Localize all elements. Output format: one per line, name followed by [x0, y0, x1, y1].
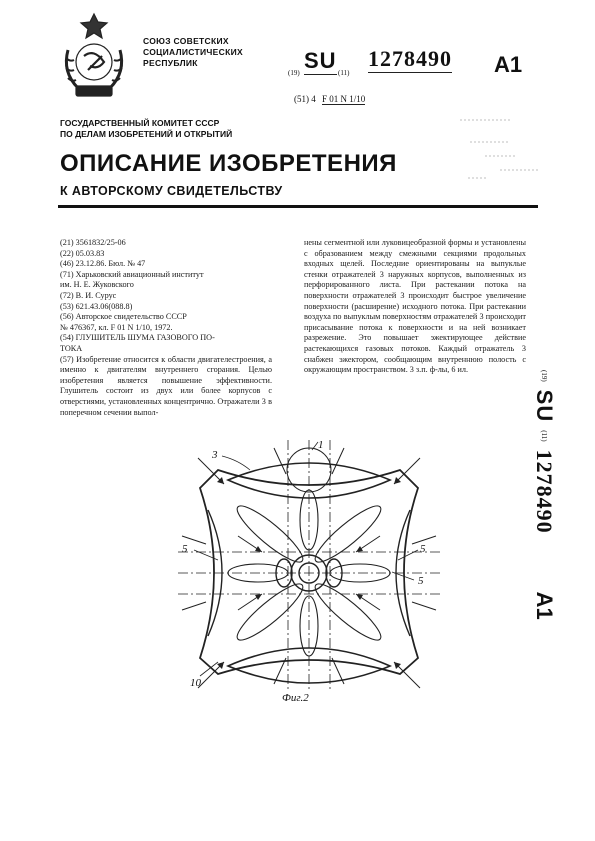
biblio-line: (22) 05.03.83: [60, 248, 105, 258]
document-title: ОПИСАНИЕ ИЗОБРЕТЕНИЯ: [60, 150, 397, 177]
abstract-part-2: нены сегментной или луковицеобразной формы и установлены с образованием между смежными секциями продольных входных щелей. Последние ориентированы на выпуклые стенки отражателей 3 наружных корпусов, выполненных из перфорированного листа. При растекании потока на поверхности отражателей 3 происходит быстрое увеличение поверхности (расширение) исходного потока. При растекании воздуха по выпуклым поверхностям отражателей 3 происходит присасывание потока к поверхности и на ней возникает разрежение. Это повышает эжектирующее действие растекающихся газовых потоков. Каждый отражатель 3 снабжен эжектором, сообщающим внутреннюю полость с окружающим пространством. 3 з.п. ф-лы, 6 ил.: [304, 238, 526, 375]
silencer-drawing: [178, 440, 440, 690]
figure-2: [178, 440, 440, 690]
committee-line: ГОСУДАРСТВЕННЫЙ КОМИТЕТ СССР: [60, 118, 220, 128]
biblio-line: (54) ГЛУШИТЕЛЬ ШУМА ГАЗОВОГО ПО-: [60, 333, 215, 343]
title-rule: [58, 205, 538, 208]
ipc-prefix: (51) 4: [294, 94, 316, 104]
patent-number: 1278490: [368, 46, 452, 71]
union-line: РЕСПУБЛИК: [143, 58, 198, 68]
biblio-line: ТОКА: [60, 343, 83, 353]
biblio-line: (72) В. И. Сурус: [60, 290, 117, 300]
label-3: 3: [212, 449, 218, 461]
document-subtitle: К АВТОРСКОМУ СВИДЕТЕЛЬСТВУ: [60, 184, 283, 198]
side-number: 1278490: [532, 449, 557, 534]
kind-code: A1: [494, 52, 523, 77]
side-country: SU: [532, 389, 557, 423]
side-patent-number: [532, 370, 556, 670]
union-line: СОЦИАЛИСТИЧЕСКИХ: [143, 47, 243, 57]
label-1: 1: [318, 440, 324, 451]
biblio-line: (53) 621.43.06(088.8): [60, 301, 133, 311]
bibliographic-data: [60, 238, 272, 355]
committee-line: ПО ДЕЛАМ ИЗОБРЕТЕНИЙ И ОТКРЫТИЙ: [60, 129, 233, 139]
side-kind: A1: [532, 591, 557, 620]
union-name: [143, 36, 243, 69]
ussr-emblem: [58, 10, 130, 102]
country-code: SU: [304, 48, 337, 73]
biblio-line: им. Н. Е. Жуковского: [60, 280, 134, 290]
label-5-right-upper: 5: [420, 543, 426, 555]
code-11: (11): [338, 69, 350, 77]
label-5-left: 5: [182, 543, 188, 555]
abstract-part-1: (57) Изобретение относится к области двигателестроения, а именно к двигателям внутреннего сгорания. Целью изобретения является повышение эффективности. Глушитель состоит из двух или более корпусов с отверстиями, установленных концентрично. Отражатели 3 в поперечном сечении выпол-: [60, 354, 272, 417]
left-column: [60, 238, 272, 418]
library-stamp: [440, 112, 560, 192]
ipc-code: F 01 N 1/10: [322, 94, 366, 104]
biblio-line: (46) 23.12.86. Бюл. № 47: [60, 259, 146, 269]
biblio-line: (21) 3561832/25-06: [60, 238, 126, 247]
figure-caption: Фиг.2: [282, 692, 309, 704]
label-5-right-lower: 5: [418, 575, 424, 587]
biblio-line: № 476367, кл. F 01 N 1/10, 1972.: [60, 322, 173, 332]
biblio-line: (71) Харьковский авиационный институт: [60, 269, 204, 279]
side-code-11: (11): [540, 430, 548, 442]
biblio-line: (56) Авторское свидетельство СССР: [60, 312, 187, 322]
committee: [60, 118, 232, 140]
label-10: 10: [190, 677, 201, 689]
code-19: (19): [288, 69, 300, 77]
ipc-classification: [294, 94, 365, 104]
union-line: СОЮЗ СОВЕТСКИХ: [143, 36, 229, 46]
side-code-19: (19): [540, 370, 548, 382]
